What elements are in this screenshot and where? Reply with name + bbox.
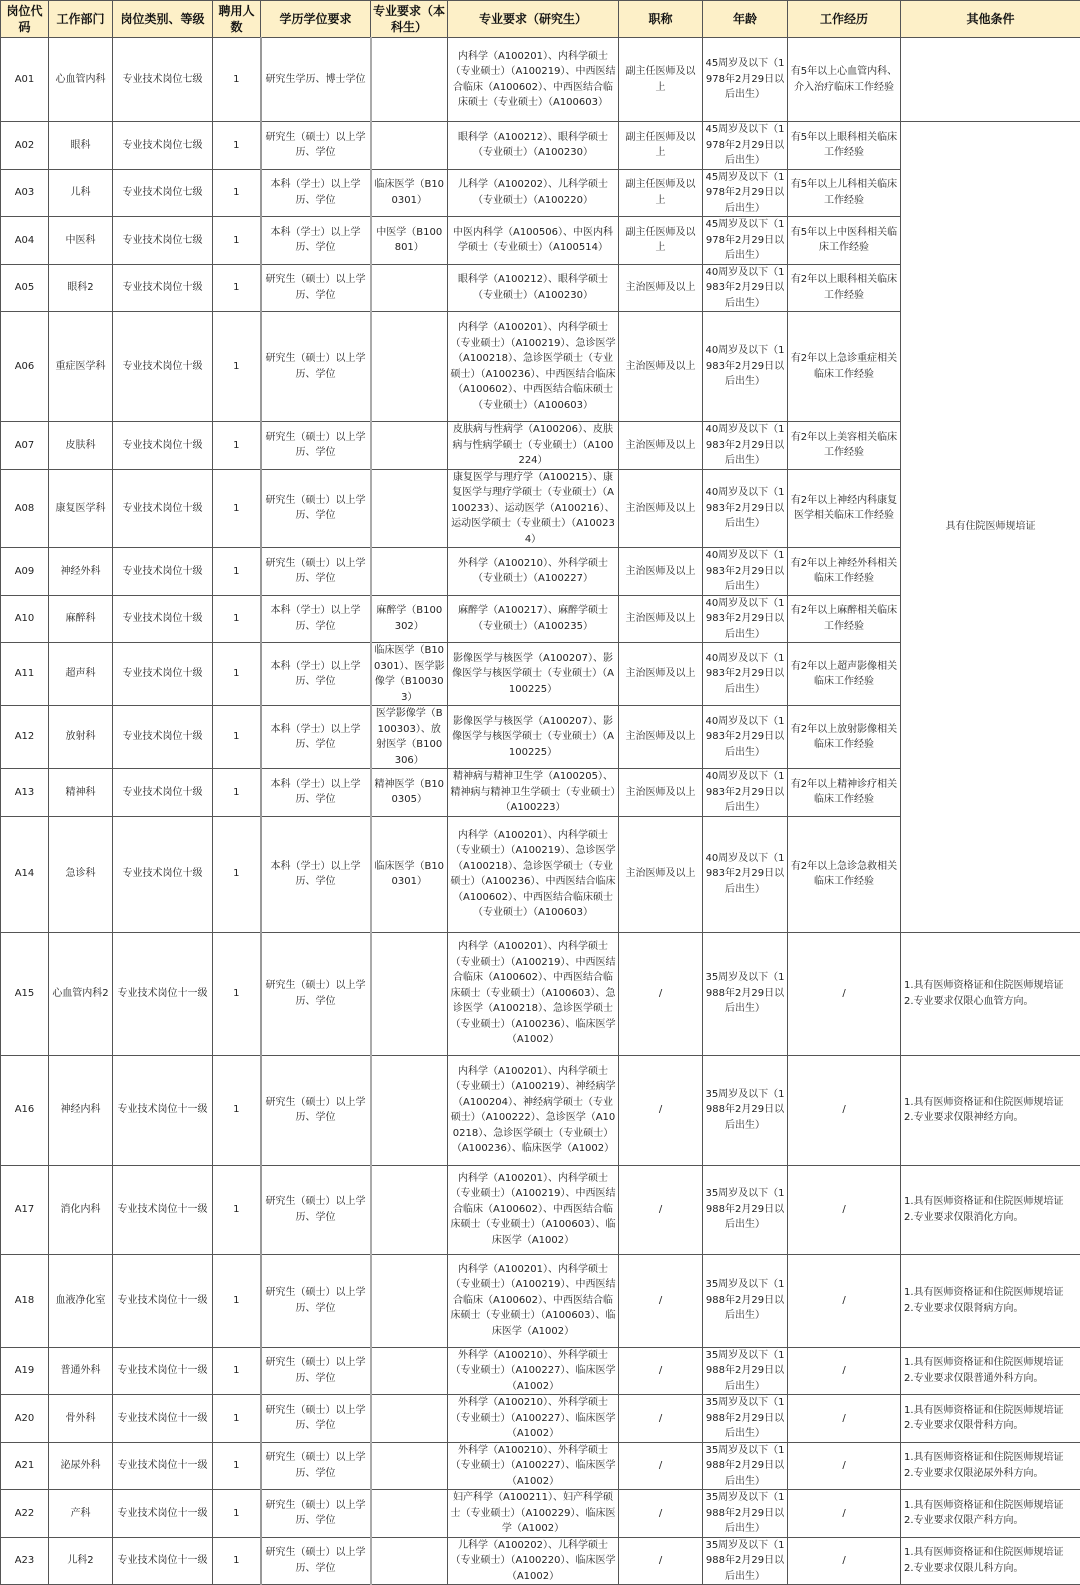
row-ug-major: 中医学（B100801） bbox=[371, 217, 448, 265]
table-row bbox=[1, 1055, 1080, 1165]
header-row bbox=[1, 1, 1080, 38]
table-row bbox=[1, 1537, 1080, 1585]
row-age: 35周岁及以下（1988年2月29日以后出生） bbox=[703, 1254, 788, 1347]
other-line-1: 1.具有医师资格证和住院医师规培证 bbox=[904, 1194, 1078, 1210]
row-grad-major: 皮肤病与性病学（A100206）、皮肤病与性病学硕士（专业硕士）（A100224） bbox=[448, 422, 619, 470]
row-code: A18 bbox=[1, 1254, 49, 1347]
row-dept: 皮肤科 bbox=[49, 422, 113, 470]
row-experience: 有2年以上神经内科康复医学相关临床工作经验 bbox=[788, 469, 901, 548]
row-ug-major bbox=[371, 422, 448, 470]
header-cell: 专业要求（研究生） bbox=[448, 1, 619, 38]
row-code: A20 bbox=[1, 1395, 49, 1443]
row-dept: 骨外科 bbox=[49, 1395, 113, 1443]
row-age: 35周岁及以下（1988年2月29日以后出生） bbox=[703, 1490, 788, 1538]
row-title: 副主任医师及以上 bbox=[619, 169, 703, 217]
row-title: 主治医师及以上 bbox=[619, 312, 703, 422]
row-grad-major: 中医内科学（A100506）、中医内科学硕士（专业硕士）（A100514） bbox=[448, 217, 619, 265]
row-age: 40周岁及以下（1983年2月29日以后出生） bbox=[703, 422, 788, 470]
row-age: 40周岁及以下（1983年2月29日以后出生） bbox=[703, 312, 788, 422]
row-code: A10 bbox=[1, 595, 49, 643]
row-age: 45周岁及以下（1978年2月29日以后出生） bbox=[703, 38, 788, 122]
row-level: 专业技术岗位七级 bbox=[113, 217, 213, 265]
row-edu: 研究生（硕士）以上学历、学位 bbox=[261, 264, 371, 312]
row-title: 副主任医师及以上 bbox=[619, 38, 703, 122]
row-edu: 研究生（硕士）以上学历、学位 bbox=[261, 1165, 371, 1254]
row-grad-major: 眼科学（A100212）、眼科学硕士（专业硕士）（A100230） bbox=[448, 264, 619, 312]
other-line-2: 2.专业要求仅限普通外科方向。 bbox=[904, 1371, 1078, 1387]
row-age: 35周岁及以下（1988年2月29日以后出生） bbox=[703, 1165, 788, 1254]
other-line-1: 1.具有医师资格证和住院医师规培证 bbox=[904, 1403, 1078, 1419]
table-row bbox=[1, 1442, 1080, 1490]
row-dept: 心血管内科 bbox=[49, 38, 113, 122]
row-other bbox=[901, 1395, 1080, 1443]
row-dept: 超声科 bbox=[49, 643, 113, 706]
other-line-1: 1.具有医师资格证和住院医师规培证 bbox=[904, 1450, 1078, 1466]
row-title: / bbox=[619, 1442, 703, 1490]
row-level: 专业技术岗位十级 bbox=[113, 264, 213, 312]
row-dept: 血液净化室 bbox=[49, 1254, 113, 1347]
row-code: A19 bbox=[1, 1347, 49, 1395]
row-count: 1 bbox=[213, 1537, 261, 1585]
row-edu: 研究生学历、博士学位 bbox=[261, 38, 371, 122]
other-line-2: 2.专业要求仅限儿科方向。 bbox=[904, 1561, 1078, 1577]
row-edu: 本科（学士）以上学历、学位 bbox=[261, 169, 371, 217]
header-cell: 年龄 bbox=[703, 1, 788, 38]
row-grad-major: 内科学（A100201）、内科学硕士（专业硕士）（A100219）、急诊医学（A100218）、急诊医学硕士（专业硕士）（A100236）、中西医结合临床（A100602）、中西医结合临床硕士（专业硕士）（A100603） bbox=[448, 312, 619, 422]
other-line-1: 1.具有医师资格证和住院医师规培证 bbox=[904, 1095, 1078, 1111]
row-experience: 有5年以上儿科相关临床工作经验 bbox=[788, 169, 901, 217]
row-edu: 本科（学士）以上学历、学位 bbox=[261, 595, 371, 643]
row-code: A21 bbox=[1, 1442, 49, 1490]
row-count: 1 bbox=[213, 595, 261, 643]
row-level: 专业技术岗位十级 bbox=[113, 769, 213, 817]
row-experience: / bbox=[788, 1490, 901, 1538]
row-count: 1 bbox=[213, 1490, 261, 1538]
row-level: 专业技术岗位十级 bbox=[113, 816, 213, 932]
row-age: 35周岁及以下（1988年2月29日以后出生） bbox=[703, 1395, 788, 1443]
row-edu: 研究生（硕士）以上学历、学位 bbox=[261, 312, 371, 422]
row-edu: 研究生（硕士）以上学历、学位 bbox=[261, 1442, 371, 1490]
row-edu: 研究生（硕士）以上学历、学位 bbox=[261, 469, 371, 548]
row-title: 副主任医师及以上 bbox=[619, 122, 703, 170]
row-grad-major: 内科学（A100201）、内科学硕士（专业硕士）（A100219）、中西医结合临床（A100602）、中西医结合临床硕士（专业硕士）（A100603） bbox=[448, 38, 619, 122]
row-level: 专业技术岗位十级 bbox=[113, 422, 213, 470]
other-line-1: 1.具有医师资格证和住院医师规培证 bbox=[904, 978, 1078, 994]
row-title: 主治医师及以上 bbox=[619, 422, 703, 470]
other-line-2: 2.专业要求仅限肾病方向。 bbox=[904, 1301, 1078, 1317]
row-other bbox=[901, 1442, 1080, 1490]
row-other bbox=[901, 1055, 1080, 1165]
row-code: A08 bbox=[1, 469, 49, 548]
row-count: 1 bbox=[213, 264, 261, 312]
table-row bbox=[1, 1254, 1080, 1347]
row-count: 1 bbox=[213, 169, 261, 217]
row-level: 专业技术岗位七级 bbox=[113, 169, 213, 217]
row-age: 40周岁及以下（1983年2月29日以后出生） bbox=[703, 706, 788, 769]
row-count: 1 bbox=[213, 38, 261, 122]
row-edu: 研究生（硕士）以上学历、学位 bbox=[261, 1254, 371, 1347]
row-count: 1 bbox=[213, 706, 261, 769]
row-level: 专业技术岗位十一级 bbox=[113, 1395, 213, 1443]
header-cell: 岗位类别、等级 bbox=[113, 1, 213, 38]
row-grad-major: 外科学（A100210）、外科学硕士（专业硕士）（A100227）、临床医学（A1002） bbox=[448, 1442, 619, 1490]
row-code: A12 bbox=[1, 706, 49, 769]
row-age: 40周岁及以下（1983年2月29日以后出生） bbox=[703, 548, 788, 596]
header-cell: 职称 bbox=[619, 1, 703, 38]
row-count: 1 bbox=[213, 816, 261, 932]
row-other bbox=[901, 1254, 1080, 1347]
row-count: 1 bbox=[213, 932, 261, 1055]
other-line-2: 2.专业要求仅限消化方向。 bbox=[904, 1210, 1078, 1226]
row-title: / bbox=[619, 932, 703, 1055]
row-title: 主治医师及以上 bbox=[619, 769, 703, 817]
row-dept: 产科 bbox=[49, 1490, 113, 1538]
row-ug-major bbox=[371, 469, 448, 548]
row-edu: 本科（学士）以上学历、学位 bbox=[261, 643, 371, 706]
row-dept: 儿科2 bbox=[49, 1537, 113, 1585]
row-edu: 研究生（硕士）以上学历、学位 bbox=[261, 422, 371, 470]
row-level: 专业技术岗位十一级 bbox=[113, 932, 213, 1055]
row-experience: / bbox=[788, 1537, 901, 1585]
header-cell: 专业要求（本科生） bbox=[371, 1, 448, 38]
row-experience: 有2年以上麻醉相关临床工作经验 bbox=[788, 595, 901, 643]
row-level: 专业技术岗位十级 bbox=[113, 595, 213, 643]
row-ug-major bbox=[371, 932, 448, 1055]
row-code: A04 bbox=[1, 217, 49, 265]
row-level: 专业技术岗位十一级 bbox=[113, 1165, 213, 1254]
row-grad-major: 眼科学（A100212）、眼科学硕士（专业硕士）（A100230） bbox=[448, 122, 619, 170]
row-ug-major bbox=[371, 1254, 448, 1347]
row-ug-major: 医学影像学（B100303）、放射医学（B100306） bbox=[371, 706, 448, 769]
row-dept: 康复医学科 bbox=[49, 469, 113, 548]
row-experience: / bbox=[788, 1165, 901, 1254]
row-code: A05 bbox=[1, 264, 49, 312]
row-level: 专业技术岗位十级 bbox=[113, 469, 213, 548]
row-age: 45周岁及以下（1978年2月29日以后出生） bbox=[703, 169, 788, 217]
row-title: / bbox=[619, 1537, 703, 1585]
row-title: / bbox=[619, 1490, 703, 1538]
row-level: 专业技术岗位十级 bbox=[113, 643, 213, 706]
row-title: 副主任医师及以上 bbox=[619, 217, 703, 265]
row-code: A15 bbox=[1, 932, 49, 1055]
row-edu: 本科（学士）以上学历、学位 bbox=[261, 706, 371, 769]
row-dept: 神经内科 bbox=[49, 1055, 113, 1165]
row-level: 专业技术岗位十一级 bbox=[113, 1442, 213, 1490]
table-row bbox=[1, 1395, 1080, 1443]
header-cell: 学历学位要求 bbox=[261, 1, 371, 38]
row-code: A11 bbox=[1, 643, 49, 706]
row-grad-major: 外科学（A100210）、外科学硕士（专业硕士）（A100227）、临床医学（A1002） bbox=[448, 1347, 619, 1395]
row-code: A17 bbox=[1, 1165, 49, 1254]
row-ug-major: 麻醉学（B100302） bbox=[371, 595, 448, 643]
row-code: A09 bbox=[1, 548, 49, 596]
row-level: 专业技术岗位十一级 bbox=[113, 1055, 213, 1165]
row-count: 1 bbox=[213, 1254, 261, 1347]
row-experience: 有5年以上眼科相关临床工作经验 bbox=[788, 122, 901, 170]
row-ug-major: 精神医学（B100305） bbox=[371, 769, 448, 817]
row-ug-major bbox=[371, 38, 448, 122]
row-age: 40周岁及以下（1983年2月29日以后出生） bbox=[703, 769, 788, 817]
table-row bbox=[1, 122, 1080, 170]
row-edu: 研究生（硕士）以上学历、学位 bbox=[261, 1537, 371, 1585]
other-line-2: 2.专业要求仅限产科方向。 bbox=[904, 1513, 1078, 1529]
row-experience: 有2年以上急诊急救相关临床工作经验 bbox=[788, 816, 901, 932]
row-dept: 泌尿外科 bbox=[49, 1442, 113, 1490]
row-code: A07 bbox=[1, 422, 49, 470]
row-level: 专业技术岗位十级 bbox=[113, 312, 213, 422]
row-experience: 有2年以上美容相关临床工作经验 bbox=[788, 422, 901, 470]
row-code: A03 bbox=[1, 169, 49, 217]
row-count: 1 bbox=[213, 422, 261, 470]
row-experience: / bbox=[788, 1395, 901, 1443]
row-level: 专业技术岗位十级 bbox=[113, 706, 213, 769]
row-grad-major: 外科学（A100210）、外科学硕士（专业硕士）（A100227） bbox=[448, 548, 619, 596]
row-title: / bbox=[619, 1055, 703, 1165]
row-grad-major: 儿科学（A100202）、儿科学硕士（专业硕士）（A100220） bbox=[448, 169, 619, 217]
row-edu: 研究生（硕士）以上学历、学位 bbox=[261, 1055, 371, 1165]
row-dept: 精神科 bbox=[49, 769, 113, 817]
row-experience: 有5年以上中医科相关临床工作经验 bbox=[788, 217, 901, 265]
table-row bbox=[1, 38, 1080, 122]
header-cell: 岗位代码 bbox=[1, 1, 49, 38]
row-count: 1 bbox=[213, 548, 261, 596]
row-ug-major: 临床医学（B100301）、医学影像学（B100303） bbox=[371, 643, 448, 706]
row-code: A02 bbox=[1, 122, 49, 170]
other-line-2: 2.专业要求仅限泌尿外科方向。 bbox=[904, 1466, 1078, 1482]
row-dept: 眼科2 bbox=[49, 264, 113, 312]
row-title: 主治医师及以上 bbox=[619, 643, 703, 706]
row-age: 40周岁及以下（1983年2月29日以后出生） bbox=[703, 816, 788, 932]
row-age: 35周岁及以下（1988年2月29日以后出生） bbox=[703, 1442, 788, 1490]
row-level: 专业技术岗位十一级 bbox=[113, 1254, 213, 1347]
row-title: 主治医师及以上 bbox=[619, 595, 703, 643]
table-row bbox=[1, 1347, 1080, 1395]
row-count: 1 bbox=[213, 1055, 261, 1165]
row-code: A13 bbox=[1, 769, 49, 817]
row-grad-major: 内科学（A100201）、内科学硕士（专业硕士）（A100219）、急诊医学（A100218）、急诊医学硕士（专业硕士）（A100236）、中西医结合临床（A100602）、中西医结合临床硕士（专业硕士）（A100603） bbox=[448, 816, 619, 932]
table-row bbox=[1, 1490, 1080, 1538]
row-count: 1 bbox=[213, 643, 261, 706]
row-title: / bbox=[619, 1347, 703, 1395]
row-experience: 有2年以上眼科相关临床工作经验 bbox=[788, 264, 901, 312]
row-grad-major: 外科学（A100210）、外科学硕士（专业硕士）（A100227）、临床医学（A1002） bbox=[448, 1395, 619, 1443]
other-line-1: 1.具有医师资格证和住院医师规培证 bbox=[904, 1285, 1078, 1301]
row-edu: 本科（学士）以上学历、学位 bbox=[261, 769, 371, 817]
row-count: 1 bbox=[213, 217, 261, 265]
row-age: 45周岁及以下（1978年2月29日以后出生） bbox=[703, 122, 788, 170]
row-age: 40周岁及以下（1983年2月29日以后出生） bbox=[703, 264, 788, 312]
row-other bbox=[901, 1165, 1080, 1254]
row-code: A16 bbox=[1, 1055, 49, 1165]
row-age: 35周岁及以下（1988年2月29日以后出生） bbox=[703, 1055, 788, 1165]
row-dept: 神经外科 bbox=[49, 548, 113, 596]
row-experience: / bbox=[788, 1055, 901, 1165]
row-count: 1 bbox=[213, 312, 261, 422]
row-experience: / bbox=[788, 1254, 901, 1347]
row-level: 专业技术岗位十级 bbox=[113, 548, 213, 596]
row-dept: 眼科 bbox=[49, 122, 113, 170]
row-grad-major: 儿科学（A100202）、儿科学硕士（专业硕士）（A100220）、临床医学（A1002） bbox=[448, 1537, 619, 1585]
row-ug-major bbox=[371, 1395, 448, 1443]
row-ug-major bbox=[371, 1165, 448, 1254]
row-dept: 普通外科 bbox=[49, 1347, 113, 1395]
row-age: 35周岁及以下（1988年2月29日以后出生） bbox=[703, 1537, 788, 1585]
row-ug-major bbox=[371, 122, 448, 170]
header-cell: 工作部门 bbox=[49, 1, 113, 38]
row-title: / bbox=[619, 1254, 703, 1347]
row-experience: 有2年以上放射影像相关临床工作经验 bbox=[788, 706, 901, 769]
row-experience: 有5年以上心血管内科、介入治疗临床工作经验 bbox=[788, 38, 901, 122]
row-age: 40周岁及以下（1983年2月29日以后出生） bbox=[703, 643, 788, 706]
row-level: 专业技术岗位七级 bbox=[113, 38, 213, 122]
row-experience: 有2年以上精神诊疗相关临床工作经验 bbox=[788, 769, 901, 817]
other-line-2: 2.专业要求仅限心血管方向。 bbox=[904, 994, 1078, 1010]
row-count: 1 bbox=[213, 1347, 261, 1395]
row-count: 1 bbox=[213, 469, 261, 548]
row-dept: 中医科 bbox=[49, 217, 113, 265]
merged-other-conditions: 具有住院医师规培证 bbox=[901, 122, 1080, 933]
row-edu: 本科（学士）以上学历、学位 bbox=[261, 217, 371, 265]
row-age: 35周岁及以下（1988年2月29日以后出生） bbox=[703, 1347, 788, 1395]
row-other bbox=[901, 38, 1080, 122]
row-grad-major: 康复医学与理疗学（A100215）、康复医学与理疗学硕士（专业硕士）（A100233）、运动医学（A100216）、运动医学硕士（专业硕士）（A100234） bbox=[448, 469, 619, 548]
row-title: / bbox=[619, 1395, 703, 1443]
row-title: 主治医师及以上 bbox=[619, 816, 703, 932]
row-dept: 重症医学科 bbox=[49, 312, 113, 422]
row-other bbox=[901, 1490, 1080, 1538]
row-grad-major: 内科学（A100201）、内科学硕士（专业硕士）（A100219）、中西医结合临床（A100602）、中西医结合临床硕士（专业硕士）（A100603）、临床医学（A1002） bbox=[448, 1165, 619, 1254]
table-body bbox=[1, 38, 1080, 1585]
row-dept: 心血管内科2 bbox=[49, 932, 113, 1055]
row-count: 1 bbox=[213, 1165, 261, 1254]
row-dept: 急诊科 bbox=[49, 816, 113, 932]
row-experience: / bbox=[788, 932, 901, 1055]
row-other bbox=[901, 932, 1080, 1055]
row-code: A06 bbox=[1, 312, 49, 422]
other-line-1: 1.具有医师资格证和住院医师规培证 bbox=[904, 1355, 1078, 1371]
row-ug-major bbox=[371, 1490, 448, 1538]
row-dept: 麻醉科 bbox=[49, 595, 113, 643]
row-code: A22 bbox=[1, 1490, 49, 1538]
row-count: 1 bbox=[213, 1395, 261, 1443]
row-title: / bbox=[619, 1165, 703, 1254]
row-ug-major bbox=[371, 264, 448, 312]
row-grad-major: 内科学（A100201）、内科学硕士（专业硕士）（A100219）、中西医结合临床（A100602）、中西医结合临床硕士（专业硕士）（A100603）、急诊医学（A100218）、急诊医学硕士（专业硕士）（A100236）、临床医学（A1002） bbox=[448, 932, 619, 1055]
row-edu: 研究生（硕士）以上学历、学位 bbox=[261, 122, 371, 170]
row-experience: 有2年以上神经外科相关临床工作经验 bbox=[788, 548, 901, 596]
row-grad-major: 影像医学与核医学（A100207）、影像医学与核医学硕士（专业硕士）（A100225） bbox=[448, 643, 619, 706]
row-ug-major: 临床医学（B100301） bbox=[371, 816, 448, 932]
row-dept: 儿科 bbox=[49, 169, 113, 217]
row-edu: 研究生（硕士）以上学历、学位 bbox=[261, 1347, 371, 1395]
row-age: 40周岁及以下（1983年2月29日以后出生） bbox=[703, 469, 788, 548]
row-experience: / bbox=[788, 1442, 901, 1490]
row-edu: 本科（学士）以上学历、学位 bbox=[261, 816, 371, 932]
row-level: 专业技术岗位十一级 bbox=[113, 1537, 213, 1585]
row-code: A01 bbox=[1, 38, 49, 122]
row-dept: 消化内科 bbox=[49, 1165, 113, 1254]
row-code: A14 bbox=[1, 816, 49, 932]
row-count: 1 bbox=[213, 1442, 261, 1490]
row-count: 1 bbox=[213, 769, 261, 817]
row-code: A23 bbox=[1, 1537, 49, 1585]
row-grad-major: 精神病与精神卫生学（A100205）、精神病与精神卫生学硕士（专业硕士）（A100223） bbox=[448, 769, 619, 817]
row-ug-major bbox=[371, 1055, 448, 1165]
header-cell: 聘用人数 bbox=[213, 1, 261, 38]
row-title: 主治医师及以上 bbox=[619, 469, 703, 548]
row-edu: 研究生（硕士）以上学历、学位 bbox=[261, 548, 371, 596]
row-age: 40周岁及以下（1983年2月29日以后出生） bbox=[703, 595, 788, 643]
row-ug-major bbox=[371, 312, 448, 422]
row-edu: 研究生（硕士）以上学历、学位 bbox=[261, 932, 371, 1055]
row-edu: 研究生（硕士）以上学历、学位 bbox=[261, 1395, 371, 1443]
header-cell: 工作经历 bbox=[788, 1, 901, 38]
row-grad-major: 妇产科学（A100211）、妇产科学硕士（专业硕士）（A100229）、临床医学（A1002） bbox=[448, 1490, 619, 1538]
row-level: 专业技术岗位十一级 bbox=[113, 1490, 213, 1538]
other-line-1: 1.具有医师资格证和住院医师规培证 bbox=[904, 1498, 1078, 1514]
other-line-1: 1.具有医师资格证和住院医师规培证 bbox=[904, 1545, 1078, 1561]
row-ug-major bbox=[371, 1537, 448, 1585]
row-grad-major: 麻醉学（A100217）、麻醉学硕士（专业硕士）（A100235） bbox=[448, 595, 619, 643]
row-other bbox=[901, 1537, 1080, 1585]
row-experience: 有2年以上超声影像相关临床工作经验 bbox=[788, 643, 901, 706]
row-age: 45周岁及以下（1978年2月29日以后出生） bbox=[703, 217, 788, 265]
row-level: 专业技术岗位十一级 bbox=[113, 1347, 213, 1395]
row-age: 35周岁及以下（1988年2月29日以后出生） bbox=[703, 932, 788, 1055]
row-ug-major bbox=[371, 1347, 448, 1395]
row-dept: 放射科 bbox=[49, 706, 113, 769]
row-title: 主治医师及以上 bbox=[619, 548, 703, 596]
row-title: 主治医师及以上 bbox=[619, 706, 703, 769]
row-grad-major: 内科学（A100201）、内科学硕士（专业硕士）（A100219）、中西医结合临床（A100602）、中西医结合临床硕士（专业硕士）（A100603）、临床医学（A1002） bbox=[448, 1254, 619, 1347]
table-row bbox=[1, 1165, 1080, 1254]
other-line-2: 2.专业要求仅限骨科方向。 bbox=[904, 1418, 1078, 1434]
row-ug-major bbox=[371, 1442, 448, 1490]
header-cell: 其他条件 bbox=[901, 1, 1080, 38]
row-experience: 有2年以上急诊重症相关临床工作经验 bbox=[788, 312, 901, 422]
row-ug-major bbox=[371, 548, 448, 596]
table-row bbox=[1, 932, 1080, 1055]
row-count: 1 bbox=[213, 122, 261, 170]
row-edu: 研究生（硕士）以上学历、学位 bbox=[261, 1490, 371, 1538]
row-ug-major: 临床医学（B100301） bbox=[371, 169, 448, 217]
row-grad-major: 内科学（A100201）、内科学硕士（专业硕士）（A100219）、神经病学（A100204）、神经病学硕士（专业硕士）（A100222）、急诊医学（A100218）、急诊医学硕士（专业硕士）（A100236）、临床医学（A1002） bbox=[448, 1055, 619, 1165]
other-line-2: 2.专业要求仅限神经方向。 bbox=[904, 1110, 1078, 1126]
row-experience: / bbox=[788, 1347, 901, 1395]
row-other bbox=[901, 1347, 1080, 1395]
row-level: 专业技术岗位七级 bbox=[113, 122, 213, 170]
row-title: 主治医师及以上 bbox=[619, 264, 703, 312]
row-grad-major: 影像医学与核医学（A100207）、影像医学与核医学硕士（专业硕士）（A100225） bbox=[448, 706, 619, 769]
